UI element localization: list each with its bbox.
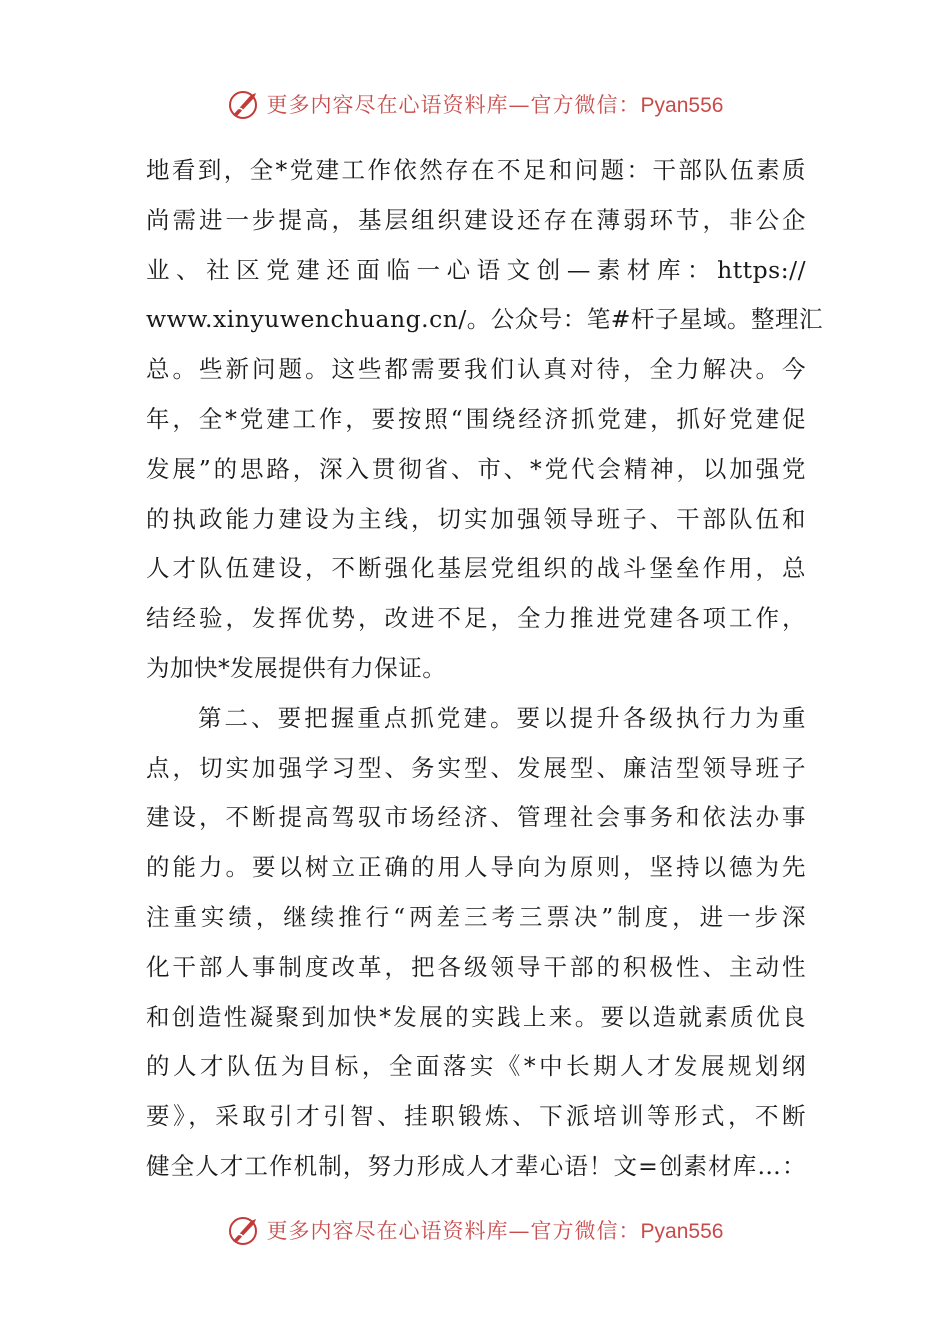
body-line: 的人才队伍为目标，全面落实《*中长期人才发展规划纲 (146, 1052, 806, 1081)
banner-site-text: 更多内容尽在心语资料库 (266, 93, 509, 117)
paragraph-start-line: 第二、要把握重点抓党建。要以提升各级执行力为重 (198, 703, 806, 732)
pen-logo-icon (227, 87, 261, 121)
footer-banner (0, 1210, 950, 1250)
body-line: 和创造性凝聚到加快*发展的实践上来。要以造就素质优良 (146, 1002, 806, 1031)
banner-contact-label: 官方微信： (530, 1219, 641, 1243)
body-line: 的执政能力建设为主线，切实加强领导班子、干部队伍和 (146, 504, 806, 533)
banner-text (267, 1215, 724, 1245)
body-line: 结经验，发挥优势，改进不足，全力推进党建各项工作， (146, 604, 806, 633)
body-line: 注重实绩，继续推行“两差三考三票决”制度，进一步深 (146, 902, 806, 931)
document-body (146, 146, 823, 1192)
body-line: 化干部人事制度改革，把各级领导干部的积极性、主动性 (146, 952, 806, 981)
body-line: 尚需进一步提高，基层组织建设还存在薄弱环节，非公企 (146, 205, 806, 234)
body-line: 发展”的思路，深入贯彻省、市、*党代会精神，以加强党 (146, 454, 806, 483)
banner-separator: — (508, 93, 531, 117)
body-line: 点，切实加强学习型、务实型、发展型、廉洁型领导班子 (146, 753, 806, 782)
body-line: 建设，不断提高驾驭市场经济、管理社会事务和依法办事 (146, 803, 806, 832)
body-line: www.xinyuwenchuang.cn/。公众号：笔#杆子星域。整理汇 (146, 305, 823, 334)
body-line: 健全人才工作机制，努力形成人才辈心语！文=创素材库…： (146, 1151, 806, 1180)
banner-site-text: 更多内容尽在心语资料库 (266, 1219, 509, 1243)
body-line: 的能力。要以树立正确的用人导向为原则，坚持以德为先 (146, 853, 806, 882)
body-line: 地看到，全*党建工作依然存在不足和问题：干部队伍素质 (146, 156, 806, 184)
body-line: 要》，采取引才引智、挂职锻炼、下派培训等形式，不断 (146, 1102, 806, 1131)
body-line: 业、社区党建还面临一心语文创—素材库：https:// (146, 255, 806, 284)
banner-separator: — (508, 1219, 531, 1243)
banner-contact-label: 官方微信： (530, 93, 641, 117)
banner-text (267, 89, 724, 119)
pen-logo-icon (227, 1213, 261, 1247)
header-banner (0, 84, 950, 124)
body-line: 年，全*党建工作，要按照“围绕经济抓党建，抓好党建促 (146, 404, 806, 433)
banner-contact-id: Pyan556 (640, 1220, 724, 1243)
body-line: 人才队伍建设，不断强化基层党组织的战斗堡垒作用，总 (146, 554, 806, 583)
body-line: 总。些新问题。这些都需要我们认真对待，全力解决。今 (146, 355, 806, 384)
banner-contact-id: Pyan556 (640, 94, 724, 117)
body-line: 为加快*发展提供有力保证。 (146, 653, 447, 682)
